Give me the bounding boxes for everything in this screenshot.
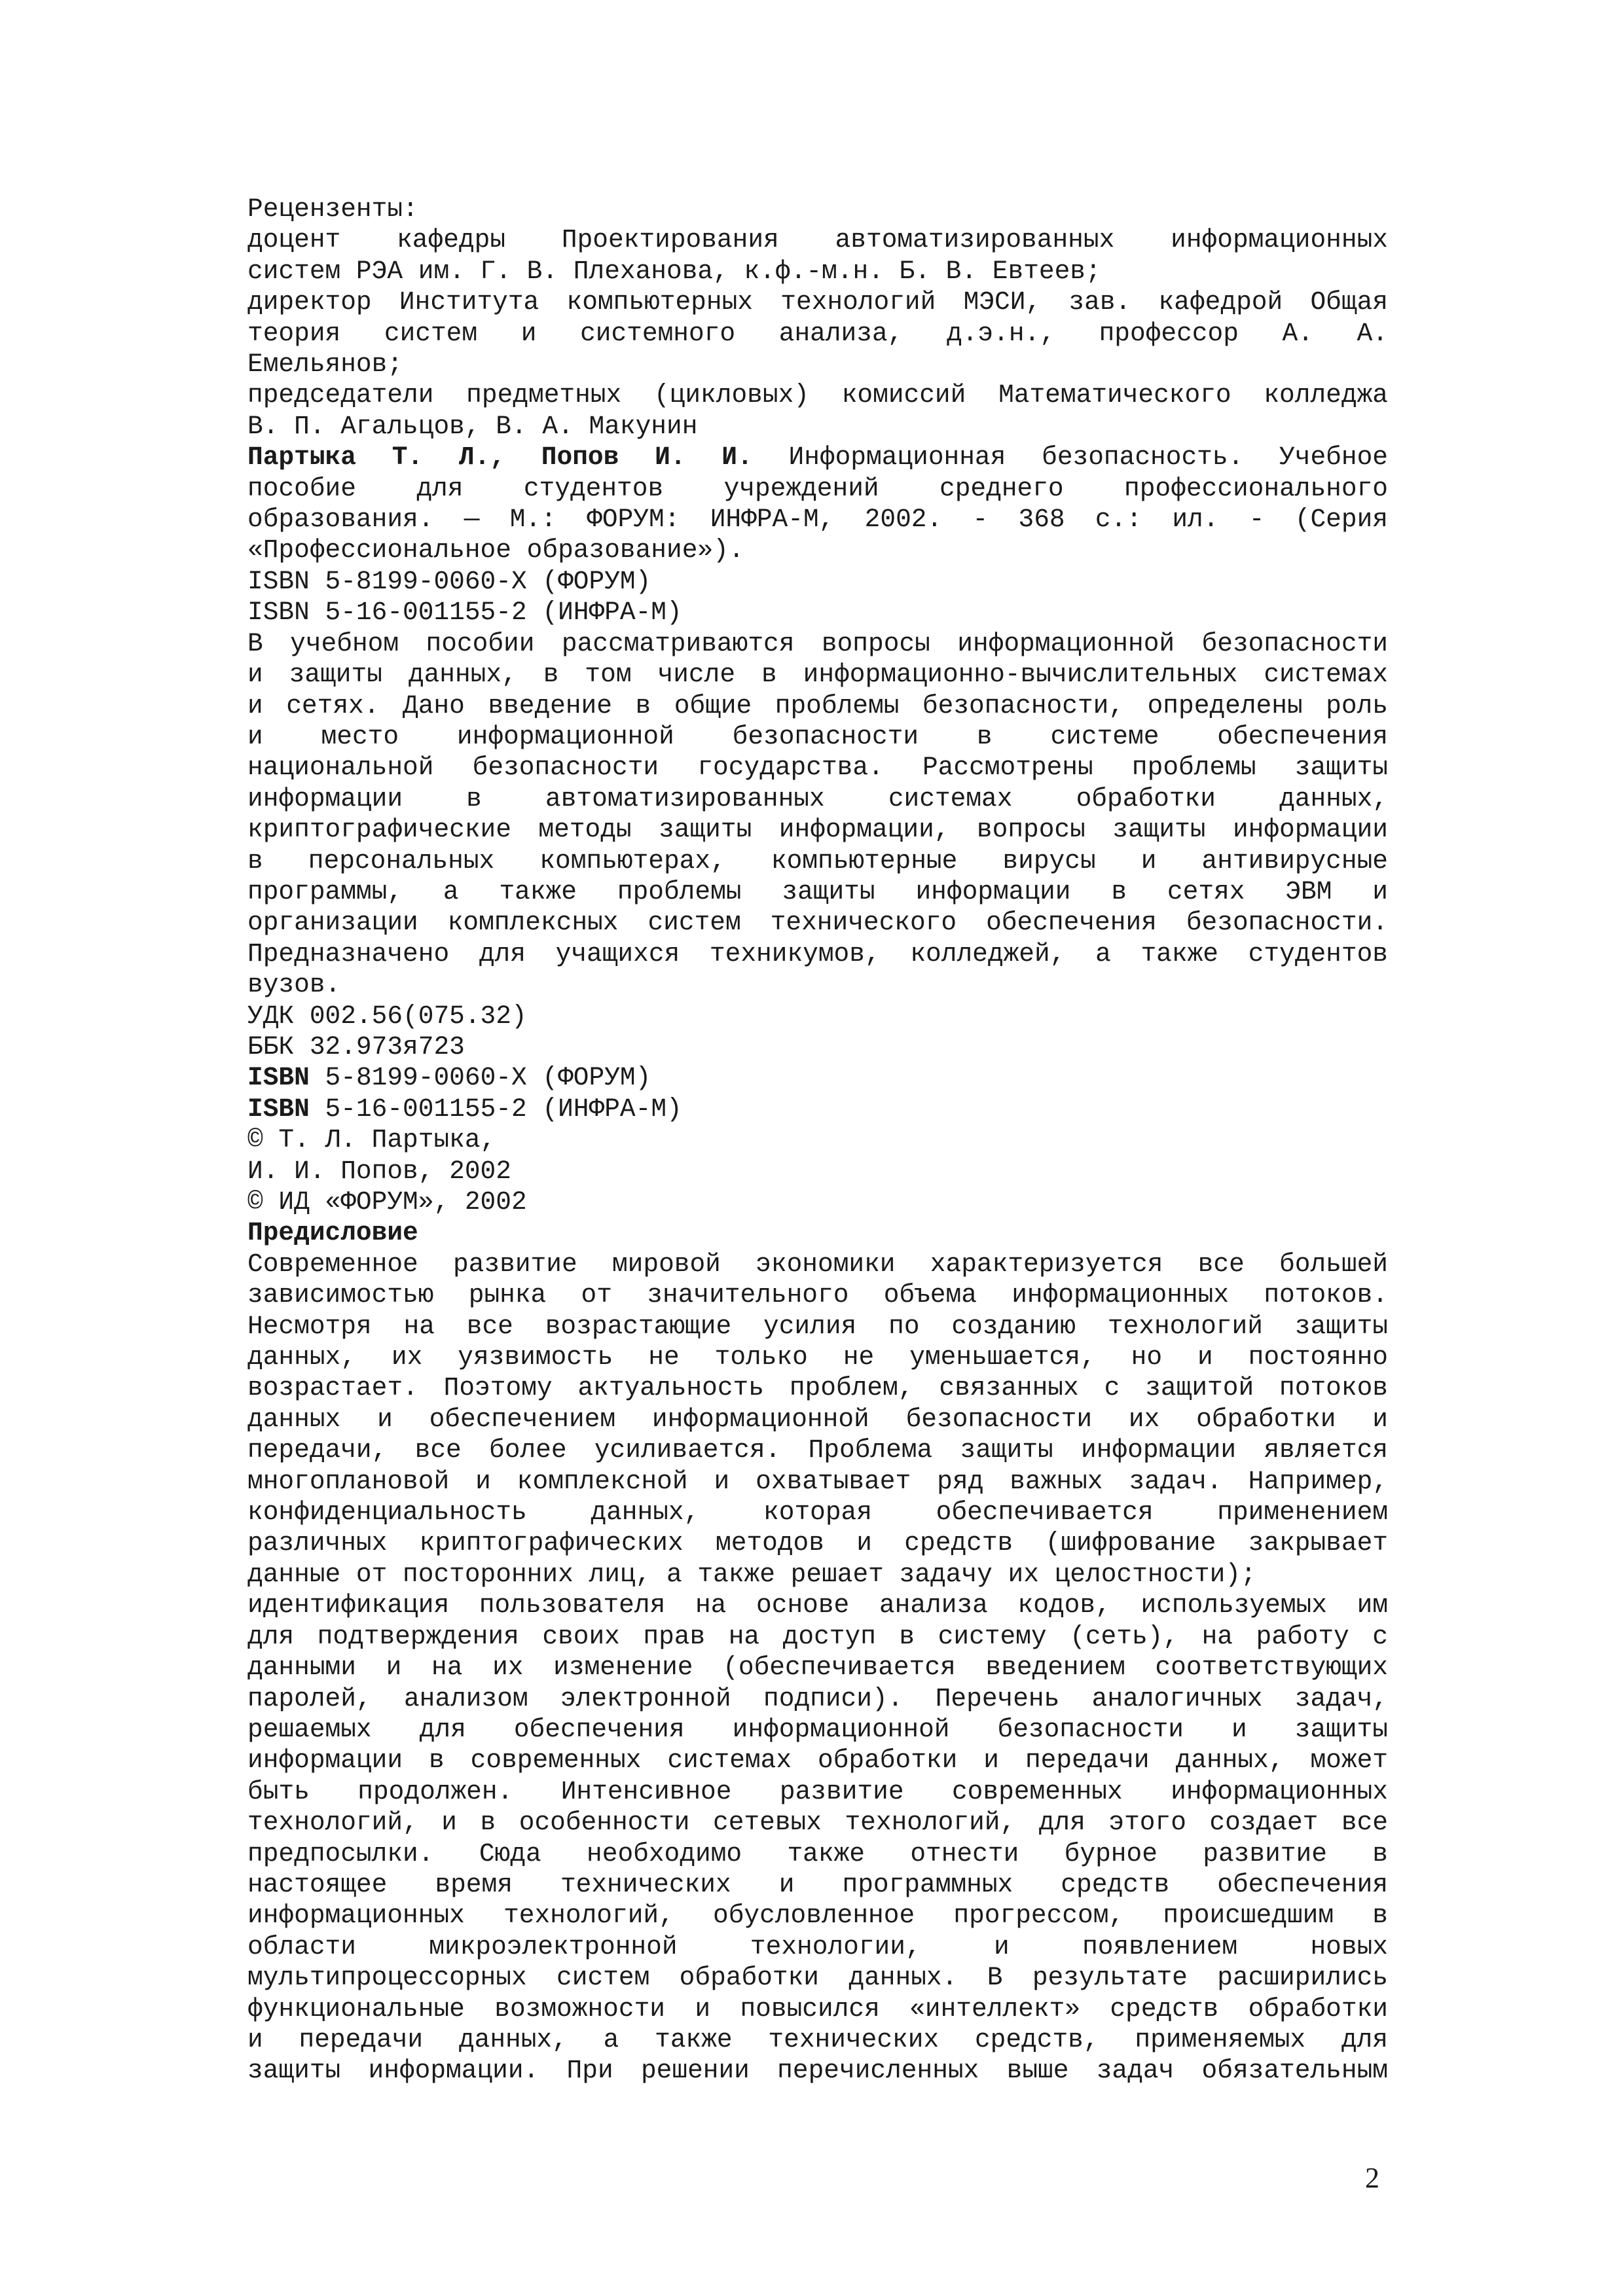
preface-line: защиты информации. При решении перечисленных выше задач обязательным — [247, 2056, 1388, 2086]
isbn-label: ISBN — [247, 1094, 310, 1124]
reviewer-2-line-2: теория систем и системного анализа, д.э.н., профессор А. А. — [247, 318, 1388, 348]
page-body — [247, 194, 1388, 2087]
reviewer-3-line-2: В. П. Агальцов, В. А. Макунин — [247, 411, 698, 441]
preface-line: Современное развитие мировой экономики характеризуется все большей — [247, 1249, 1388, 1279]
citation-title: Информационная безопасность. Учебное — [788, 442, 1388, 473]
isbn-infra-number: 5-16-001155-2 (ИНФРА-М) — [309, 1094, 682, 1124]
annotation-line: информации в автоматизированных системах обработки данных, — [247, 783, 1388, 814]
copyright-line-1: © Т. Л. Партыка, — [247, 1125, 496, 1155]
preface-line: данными и на их изменение (обеспечивается введением соответствующих — [247, 1653, 1388, 1683]
citation-line-1 — [247, 442, 1388, 473]
reviewer-2-line-3: Емельянов; — [247, 350, 403, 380]
annotation-line: организации комплексных систем технического обеспечения безопасности. — [247, 908, 1388, 938]
annotation-line: и место информационной безопасности в системе обеспечения — [247, 721, 1388, 751]
reviewer-1-line-1: доцент кафедры Проектирования автоматизированных информационных — [247, 225, 1388, 255]
preface-line: и передачи данных, а также технических средств, применяемых для — [247, 2024, 1388, 2054]
isbn-forum — [247, 1062, 1388, 1093]
annotation-line: программы, а также проблемы защиты информации в сетях ЭВМ и — [247, 876, 1388, 906]
annotation-line: Предназначено для учащихся техникумов, колледжей, а также студентов — [247, 939, 1388, 969]
citation-author-1: Партыка Т. Л., — [247, 442, 506, 473]
preface-line: информации в современных системах обработки и передачи данных, может — [247, 1746, 1388, 1776]
preface-line: функциональные возможности и повысился «интеллект» средств обработки — [247, 1994, 1388, 2024]
preface-line: предпосылки. Сюда необходимо также отнести бурное развитие в — [247, 1839, 1388, 1869]
page-number: 2 — [1365, 2162, 1379, 2194]
preface-line: данных, их уязвимость не только не уменьшается, но и постоянно — [247, 1342, 1388, 1372]
preface-line: возрастает. Поэтому актуальность проблем, связанных с защитой потоков — [247, 1373, 1388, 1403]
preface-line: паролей, анализом электронной подписи). Перечень аналогичных задач, — [247, 1683, 1388, 1713]
preface-line: для подтверждения своих прав на доступ в систему (сеть), на работу с — [247, 1621, 1388, 1651]
bbk-code: ББК 32.973я723 — [247, 1031, 465, 1062]
annotation-line: и защиты данных, в том числе в информационно-вычислительных системах — [247, 660, 1388, 690]
preface-line: области микроэлектронной технологии, и появлением новых — [247, 1931, 1388, 1962]
preface-line: быть продолжен. Интенсивное развитие современных информационных — [247, 1776, 1388, 1806]
annotation-line: вузов. — [247, 970, 341, 1000]
reviewer-1-line-2: систем РЭА им. Г. В. Плеханова, к.ф.-м.н. Б. В. Евтеев; — [247, 256, 1101, 286]
citation-author-2: Попов И. И. — [541, 442, 753, 473]
preface-line: настоящее время технических и программных средств обеспечения — [247, 1869, 1388, 1899]
preface-line: решаемых для обеспечения информационной безопасности и защиты — [247, 1714, 1388, 1744]
citation-line-3: образования. — М.: ФОРУМ: ИНФРА-М, 2002. - 368 с.: ил. - (Серия — [247, 505, 1388, 535]
citation-isbn-2: ISBN 5-16-001155-2 (ИНФРА-М) — [247, 598, 682, 628]
preface-line: различных криптографических методов и средств (шифрование закрывает — [247, 1528, 1388, 1558]
annotation-line: в персональных компьютерах, компьютерные вирусы и антивирусные — [247, 846, 1388, 876]
preface-line: передачи, все более усиливается. Проблема защиты информации является — [247, 1435, 1388, 1465]
preface-line: данных и обеспечением информационной безопасности их обработки и — [247, 1404, 1388, 1434]
reviewer-3-line-1: председатели предметных (цикловых) комиссий Математического колледжа — [247, 380, 1388, 410]
citation-line-4: «Профессиональное образование»). — [247, 535, 744, 565]
preface-line: Несмотря на все возрастающие усилия по созданию технологий защиты — [247, 1311, 1388, 1341]
reviewers-heading: Рецензенты: — [247, 194, 418, 224]
preface-line: многоплановой и комплексной и охватывает ряд важных задач. Например, — [247, 1466, 1388, 1496]
preface-line: мультипроцессорных систем обработки данных. В результате расширились — [247, 1963, 1388, 1993]
annotation-line: и сетях. Дано введение в общие проблемы безопасности, определены роль — [247, 691, 1388, 721]
copyright-line-3: © ИД «ФОРУМ», 2002 — [247, 1187, 527, 1217]
citation-line-2: пособие для студентов учреждений среднего профессионального — [247, 473, 1388, 503]
annotation-line: В учебном пособии рассматриваются вопросы информационной безопасности — [247, 628, 1388, 658]
isbn-forum-number: 5-8199-0060-X (ФОРУМ) — [309, 1063, 651, 1093]
preface-line: конфиденциальность данных, которая обеспечивается применением — [247, 1498, 1388, 1528]
reviewer-2-line-1: директор Института компьютерных технологий МЭСИ, зав. кафедрой Общая — [247, 287, 1388, 317]
annotation-line: национальной безопасности государства. Рассмотрены проблемы защиты — [247, 753, 1388, 783]
annotation-line: криптографические методы защиты информации, вопросы защиты информации — [247, 815, 1388, 845]
isbn-infra — [247, 1094, 1388, 1124]
isbn-label: ISBN — [247, 1063, 310, 1093]
preface-line: технологий, и в особенности сетевых технологий, для этого создает все — [247, 1808, 1388, 1838]
preface-line: зависимостью рынка от значительного объема информационных потоков. — [247, 1280, 1388, 1310]
copyright-line-2: И. И. Попов, 2002 — [247, 1156, 511, 1186]
preface-line: идентификация пользователя на основе анализа кодов, используемых им — [247, 1590, 1388, 1621]
preface-line: информационных технологий, обусловленное прогрессом, происшедшим в — [247, 1901, 1388, 1931]
preface-line: данные от посторонних лиц, а также решает задачу их целостности); — [247, 1559, 1256, 1589]
citation-isbn-1: ISBN 5-8199-0060-X (ФОРУМ) — [247, 566, 651, 596]
preface-title: Предисловие — [247, 1218, 418, 1248]
udk-code: УДК 002.56(075.32) — [247, 1001, 527, 1031]
